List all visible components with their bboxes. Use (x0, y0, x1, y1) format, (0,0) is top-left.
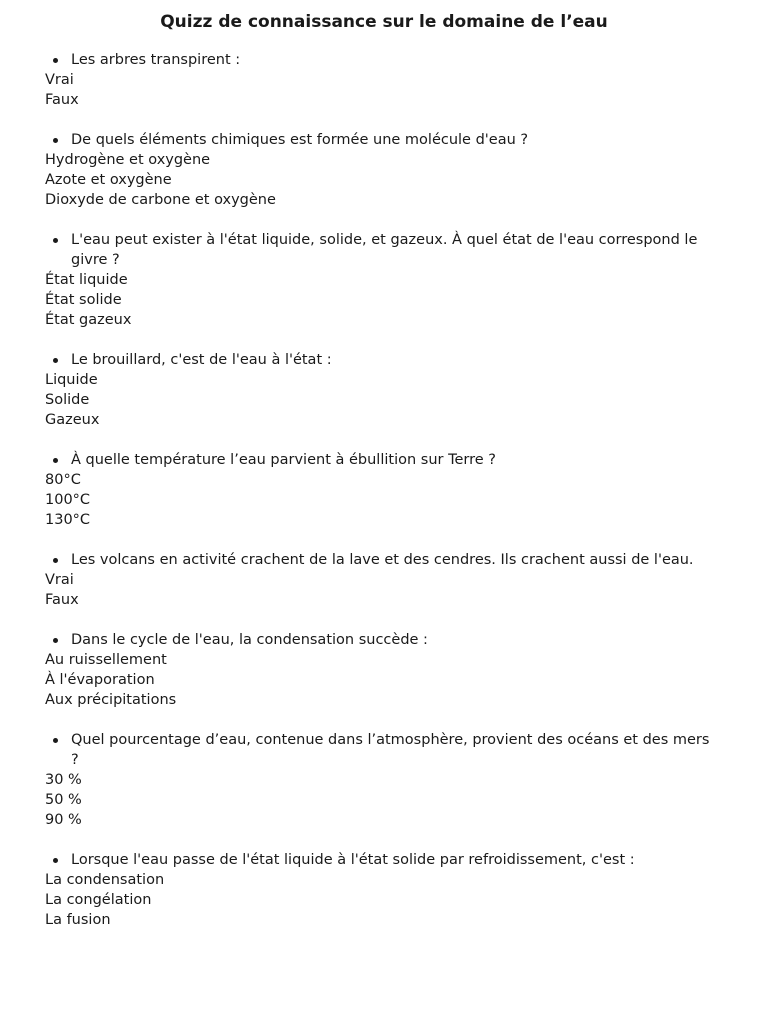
question-text: Quel pourcentage d’eau, contenue dans l’atmosphère, provient des océans et des mers ? (71, 732, 710, 768)
bullet-icon (45, 130, 71, 150)
question-text: De quels éléments chimiques est formée une molécule d'eau ? (71, 132, 529, 148)
answer-option: Vrai (45, 72, 74, 88)
question-text: Le brouillard, c'est de l'eau à l'état : (71, 352, 332, 368)
answer-option: 30 % (45, 772, 82, 788)
question-line (45, 450, 710, 470)
answer-option: 130°C (45, 512, 91, 528)
question-text: Les volcans en activité crachent de la lave et des cendres. Ils crachent aussi de l'eau. (71, 552, 694, 568)
question-line (45, 850, 710, 870)
answer-option: État gazeux (45, 312, 132, 328)
answer-option: La congélation (45, 892, 152, 908)
answer-option: Faux (45, 592, 79, 608)
quiz-list (45, 50, 710, 950)
page-title: Quizz de connaissance sur le domaine de l’eau (160, 12, 608, 32)
bullet-icon (45, 450, 71, 470)
answer-option: Liquide (45, 372, 98, 388)
answer-option: État liquide (45, 272, 128, 288)
question-line (45, 630, 710, 650)
answer-option: Vrai (45, 572, 74, 588)
answer-option: Faux (45, 92, 79, 108)
question-item (45, 630, 710, 710)
question-text: Lorsque l'eau passe de l'état liquide à l'état solide par refroidissement, c'est : (71, 852, 635, 868)
bullet-icon (45, 730, 71, 770)
answer-option: La condensation (45, 872, 165, 888)
answer-option: Dioxyde de carbone et oxygène (45, 192, 276, 208)
bullet-icon (45, 350, 71, 370)
bullet-icon (45, 630, 71, 650)
question-item (45, 850, 710, 930)
question-item (45, 550, 710, 610)
answer-option: Au ruissellement (45, 652, 167, 668)
bullet-icon (45, 50, 71, 70)
answer-option: Hydrogène et oxygène (45, 152, 211, 168)
answer-option: Azote et oxygène (45, 172, 172, 188)
bullet-icon (45, 850, 71, 870)
answer-option: À l'évaporation (45, 672, 155, 688)
answer-option: État solide (45, 292, 122, 308)
question-item (45, 230, 710, 330)
question-text: Les arbres transpirent : (71, 52, 241, 68)
question-item (45, 730, 710, 830)
answer-option: La fusion (45, 912, 111, 928)
question-text: L'eau peut exister à l'état liquide, solide, et gazeux. À quel état de l'eau correspond le givre ? (71, 232, 698, 268)
question-line (45, 350, 710, 370)
answer-option: 90 % (45, 812, 82, 828)
answer-option: Solide (45, 392, 90, 408)
answer-option: 80°C (45, 472, 81, 488)
answer-option: 50 % (45, 792, 82, 808)
bullet-icon (45, 230, 71, 270)
question-line (45, 730, 710, 770)
question-line (45, 130, 710, 150)
bullet-icon (45, 550, 71, 570)
answer-option: Aux précipitations (45, 692, 177, 708)
question-text: Dans le cycle de l'eau, la condensation succède : (71, 632, 428, 648)
answer-option: 100°C (45, 492, 91, 508)
question-text: À quelle température l’eau parvient à ébullition sur Terre ? (71, 452, 496, 468)
question-line (45, 230, 710, 270)
question-item (45, 350, 710, 430)
question-item (45, 50, 710, 110)
question-item (45, 450, 710, 530)
question-line (45, 50, 710, 70)
question-item (45, 130, 710, 210)
answer-option: Gazeux (45, 412, 100, 428)
question-line (45, 550, 710, 570)
